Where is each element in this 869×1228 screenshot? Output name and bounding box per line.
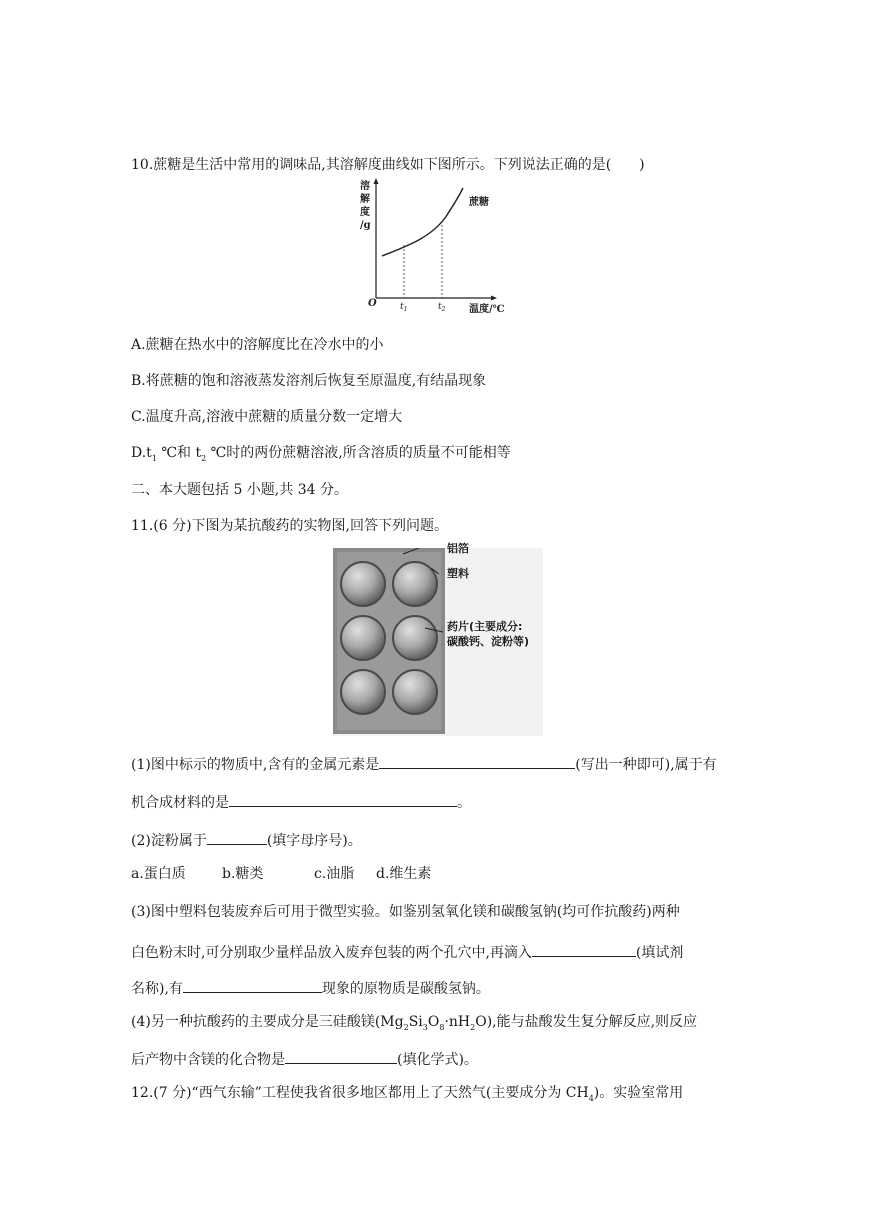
t1-label: t [400,302,404,312]
svg-text:t1 [400,302,407,313]
q11-part3-line1: (3)图中塑料包装废弃后可用于微型实验。如鉴别氢氧化镁和碳酸氢钠(均可作抗酸药)两种 [131,904,680,920]
label-tablet-line2: 碳酸钙、淀粉等) [447,635,530,648]
q11-part2: (2)淀粉属于 (填字母序号)。 [131,828,362,851]
answer-blank-organic-material[interactable] [229,790,457,807]
y-label-char-3: 度 [360,207,370,218]
q11-part4-line2: 后产物中含镁的化合物是 (填化学式)。 [131,1047,478,1070]
q11-part4-line1: (4)另一种抗酸药的主要成分是三硅酸镁$(Mg_2Si_3O_8\cdot nH_2O)$,能与盐酸发生复分解反应,则反应 [131,1014,698,1032]
option-c: c.油脂 [314,866,355,882]
q11-stem: 11.(6 分)下图为某抗酸药的实物图,回答下列问题。 [131,518,448,534]
x-label: 温度/℃ [469,304,505,315]
q10-option-b: B.将蔗糖的饱和溶液蒸发溶剂后恢复至原温度,有结晶现象 [131,373,487,389]
t2-sub: 2 [441,306,446,313]
q11-part3-line3: 名称),有 现象的原物质是碳酸氢钠。 [131,976,490,999]
sucrose-curve [382,188,463,256]
t2-label: t [438,302,442,312]
tablet-well [341,616,385,660]
q10-stem: 10.蔗糖是生活中常用的调味品,其溶解度曲线如下图所示。下列说法正确的是( ) [131,157,645,173]
q11-part1-line1: (1)图中标示的物质中,含有的金属元素是 (写出一种即可),属于有 [131,752,717,775]
origin-label: O [368,298,377,309]
y-axis-arrow [374,178,379,184]
y-label-char-1: 溶 [360,181,370,192]
q10-option-a: A.蔗糖在热水中的溶解度比在冷水中的小 [131,337,384,353]
q11-part1-line2: 机合成材料的是 。 [131,790,471,813]
t1-sub: 1 [403,306,408,313]
label-tablet-line1: 药片(主要成分: [447,620,523,633]
x-axis-arrow [491,296,497,301]
y-label-char-4: /g [360,220,371,231]
tablet-well [393,616,437,660]
label-foil: 铝箔 [447,542,469,555]
label-plastic: 塑料 [447,567,469,580]
answer-blank-metal-element[interactable] [379,752,575,769]
solubility-chart [355,176,515,316]
q10-option-d: $D.t_1$ ℃和 $t_2$ ℃时的两份蔗糖溶液,所含溶质的质量不可能相等 [131,445,511,463]
q12-stem: 12.(7 分)“西气东输”工程使我省很多地区都用上了天然气(主要成分为 $CH_4$)。实验室常用 [131,1085,684,1103]
svg-text:t2 [438,302,446,313]
tablet-well [393,670,437,714]
y-label-char-2: 解 [360,194,370,205]
answer-blank-starch[interactable] [207,828,267,845]
q11-part3-line2: 白色粉末时,可分别取少量样品放入废弃包装的两个孔穴中,再滴入 (填试剂 [131,940,683,963]
answer-blank-magnesium-compound[interactable] [285,1047,397,1064]
curve-label: 蔗糖 [469,197,489,208]
section-2-heading: 二、本大题包括 5 小题,共 34 分。 [131,482,348,498]
q10-option-c: C.温度升高,溶液中蔗糖的质量分数一定增大 [131,409,403,425]
tablet-well [341,562,385,606]
option-b: b.糖类 [222,866,264,882]
tablet-well [341,670,385,714]
answer-blank-reagent[interactable] [532,940,636,957]
answer-blank-phenomenon[interactable] [183,976,322,993]
option-a: a.蛋白质 [131,866,186,882]
tablet-well [393,562,437,606]
option-d: d.维生素 [376,866,432,882]
